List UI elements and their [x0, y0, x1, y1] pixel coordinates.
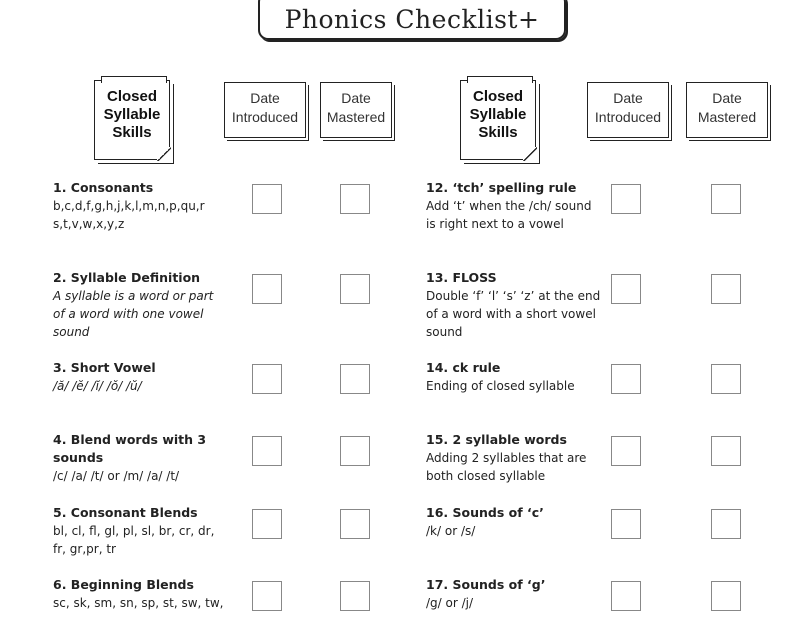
header-line: Date	[613, 90, 643, 106]
date-mastered-checkbox[interactable]	[340, 436, 370, 466]
checklist-item	[426, 576, 601, 612]
item-description: sc, sk, sm, sn, sp, st, sw, tw,	[53, 596, 224, 610]
date-introduced-header	[587, 82, 669, 138]
item-title: 4. Blend words with 3 sounds	[53, 432, 207, 465]
item-title: 5. Consonant Blends	[53, 505, 198, 520]
item-description: bl, cl, fl, gl, pl, sl, br, cr, dr, fr, gr,pr, tr	[53, 524, 215, 556]
item-title: 12. ‘tch’ spelling rule	[426, 180, 577, 195]
item-title: 6. Beginning Blends	[53, 577, 194, 592]
date-mastered-checkbox[interactable]	[340, 274, 370, 304]
checklist-item	[53, 431, 228, 485]
date-mastered-checkbox[interactable]	[711, 184, 741, 214]
date-introduced-checkbox[interactable]	[252, 509, 282, 539]
date-introduced-header	[224, 82, 306, 138]
item-title: 17. Sounds of ‘g’	[426, 577, 546, 592]
date-introduced-checkbox[interactable]	[252, 184, 282, 214]
date-introduced-checkbox[interactable]	[611, 184, 641, 214]
item-description: Double ‘f’ ‘l’ ‘s’ ‘z’ at the end of a word with a short vowel sound	[426, 289, 601, 339]
item-title: 3. Short Vowel	[53, 360, 156, 375]
header-line: Date	[341, 90, 371, 106]
date-mastered-checkbox[interactable]	[340, 581, 370, 611]
checklist-item	[53, 576, 228, 612]
item-title: 16. Sounds of ‘c’	[426, 505, 544, 520]
header-line: Introduced	[231, 109, 299, 125]
checklist-item	[426, 504, 601, 540]
header-line: Date	[250, 90, 280, 106]
header-line: Mastered	[326, 109, 386, 125]
item-description: Add ‘t’ when the /ch/ sound is right next to a vowel	[426, 199, 592, 231]
item-title: 15. 2 syllable words	[426, 432, 567, 447]
date-mastered-checkbox[interactable]	[340, 184, 370, 214]
date-mastered-checkbox[interactable]	[711, 364, 741, 394]
item-title: 1. Consonants	[53, 180, 154, 195]
date-mastered-header	[686, 82, 768, 138]
item-description: /k/ or /s/	[426, 524, 476, 538]
checklist-item	[53, 179, 228, 233]
checklist-item	[53, 504, 228, 558]
date-introduced-checkbox[interactable]	[611, 509, 641, 539]
skills-header-note	[94, 80, 170, 160]
item-description: A syllable is a word or part of a word with one vowel sound	[53, 289, 214, 339]
item-title: 2. Syllable Definition	[53, 270, 201, 285]
checklist-item	[426, 269, 601, 341]
date-introduced-checkbox[interactable]	[252, 436, 282, 466]
date-mastered-header	[320, 82, 392, 138]
item-description: /g/ or /j/	[426, 596, 474, 610]
header-line: Syllable	[469, 106, 527, 123]
date-mastered-checkbox[interactable]	[340, 509, 370, 539]
date-introduced-checkbox[interactable]	[611, 364, 641, 394]
header-line: Syllable	[103, 106, 161, 123]
item-title: 13. FLOSS	[426, 270, 497, 285]
date-introduced-checkbox[interactable]	[611, 581, 641, 611]
date-introduced-checkbox[interactable]	[252, 274, 282, 304]
date-mastered-checkbox[interactable]	[340, 364, 370, 394]
checklist-item	[426, 179, 601, 233]
item-title: 14. ck rule	[426, 360, 501, 375]
item-description: Ending of closed syllable	[426, 379, 575, 393]
date-mastered-checkbox[interactable]	[711, 436, 741, 466]
item-description: b,c,d,f,g,h,j,k,l,m,n,p,qu,r s,t,v,w,x,y,z	[53, 199, 205, 231]
date-mastered-checkbox[interactable]	[711, 509, 741, 539]
checklist-item	[426, 431, 601, 485]
date-introduced-checkbox[interactable]	[611, 274, 641, 304]
page-title: Phonics Checklist+	[258, 0, 566, 40]
header-line: Introduced	[594, 109, 662, 125]
checklist-item	[426, 359, 601, 395]
header-line: Closed	[472, 88, 523, 105]
header-line: Skills	[478, 124, 518, 141]
item-description: /c/ /a/ /t/ or /m/ /a/ /t/	[53, 469, 180, 483]
item-description: /ă/ /ĕ/ /ĭ/ /ŏ/ /ŭ/	[53, 379, 142, 393]
date-mastered-checkbox[interactable]	[711, 581, 741, 611]
date-introduced-checkbox[interactable]	[611, 436, 641, 466]
header-line: Date	[712, 90, 742, 106]
item-description: Adding 2 syllables that are both closed syllable	[426, 451, 587, 483]
date-mastered-checkbox[interactable]	[711, 274, 741, 304]
skills-header-note	[460, 80, 536, 160]
header-line: Skills	[112, 124, 152, 141]
header-line: Mastered	[697, 109, 757, 125]
header-line: Closed	[106, 88, 157, 105]
date-introduced-checkbox[interactable]	[252, 364, 282, 394]
date-introduced-checkbox[interactable]	[252, 581, 282, 611]
checklist-item	[53, 269, 228, 341]
checklist-item	[53, 359, 228, 395]
